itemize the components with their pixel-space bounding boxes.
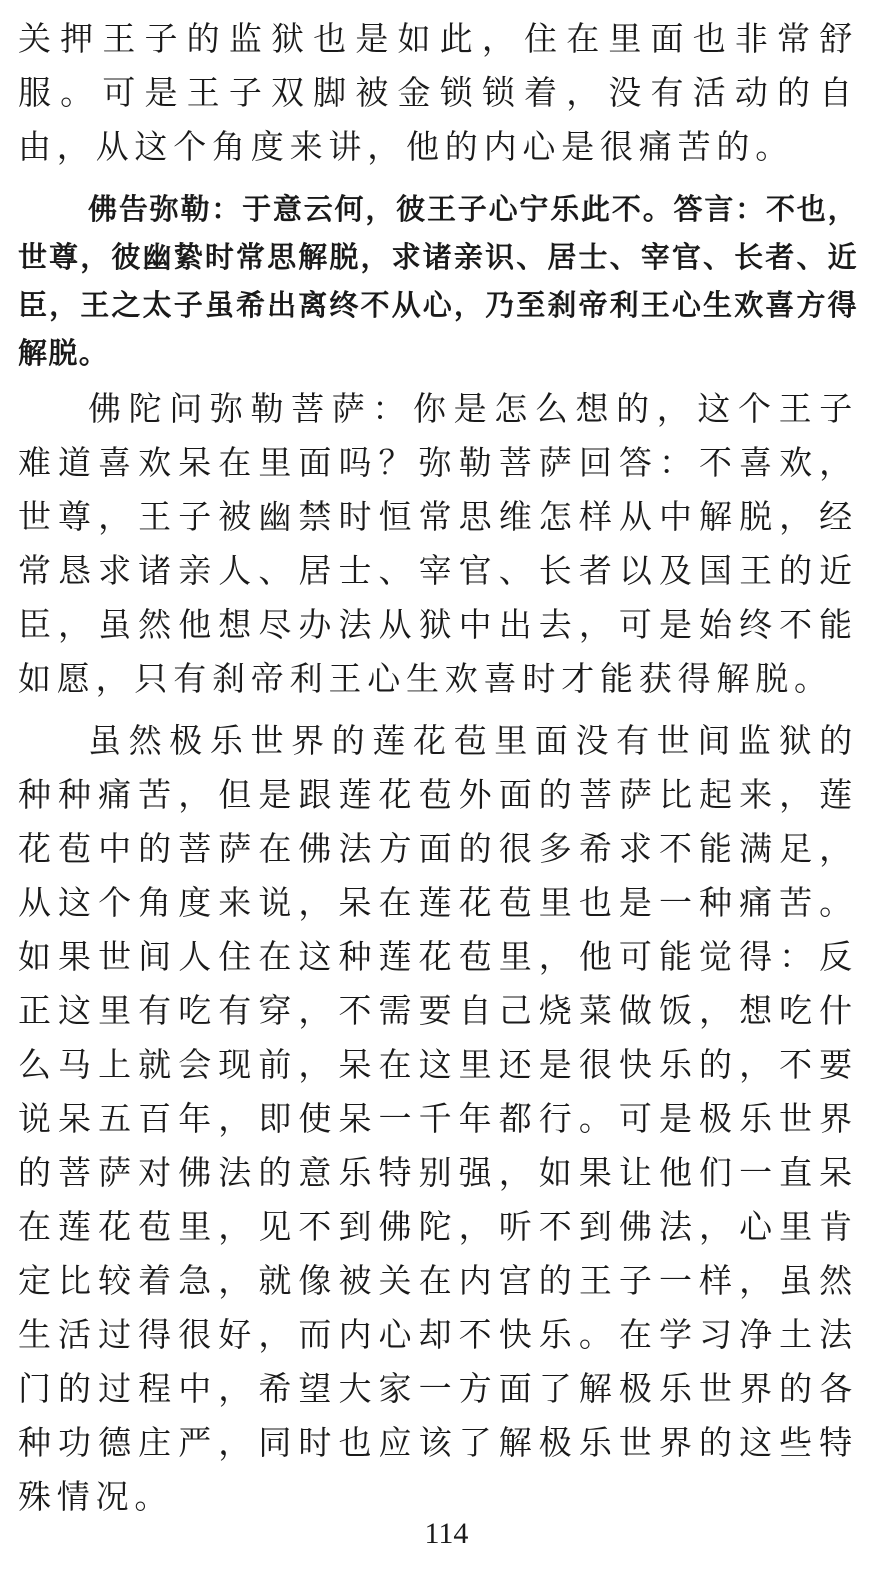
paragraph-commentary-explanation: 佛陀问弥勒菩萨：你是怎么想的，这个王子难道喜欢呆在里面吗？弥勒菩萨回答：不喜欢，世尊，王子被幽禁时恒常思维怎样从中解脱，经常恳求诸亲人、居士、宰官、长者以及国王的近臣，虽然他想尽办法从狱中出去，可是始终不能如愿，只有刹帝利王心生欢喜时才能获得解脱。 xyxy=(18,389,858,698)
page-number: 114 xyxy=(424,1517,469,1550)
paragraph-commentary-continued: 关押王子的监狱也是如此，住在里面也非常舒服。可是王子双脚被金锁锁着，没有活动的自由，从这个角度来讲，他的内心是很痛苦的。 xyxy=(18,19,858,166)
paragraph-sutra-quote: 佛告弥勒：于意云何，彼王子心宁乐此不。答言：不也，世尊，彼幽絷时常思解脱，求诸亲识、居士、宰官、长者、近臣，王之太子虽希出离终不从心，乃至刹帝利王心生欢喜方得解脱。 xyxy=(18,192,858,370)
paragraph-commentary-lotus: 虽然极乐世界的莲花苞里面没有世间监狱的种种痛苦，但是跟莲花苞外面的菩萨比起来，莲花苞中的菩萨在佛法方面的很多希求不能满足，从这个角度来说，呆在莲花苞里也是一种痛苦。如果世间人住在这种莲花苞里，他可能觉得：反正这里有吃有穿，不需要自己烧菜做饭，想吃什么马上就会现前，呆在这里还是很快乐的，不要说呆五百年，即使呆一千年都行。可是极乐世界的菩萨对佛法的意乐特别强，如果让他们一直呆在莲花苞里，见不到佛陀，听不到佛法，心里肯定比较着急，就像被关在内宫的王子一样，虽然生活过得很好，而内心却不快乐。在学习净土法门的过程中，希望大家一方面了解极乐世界的各种功德庄严，同时也应该了解极乐世界的这些特殊情况。 xyxy=(18,721,858,1516)
